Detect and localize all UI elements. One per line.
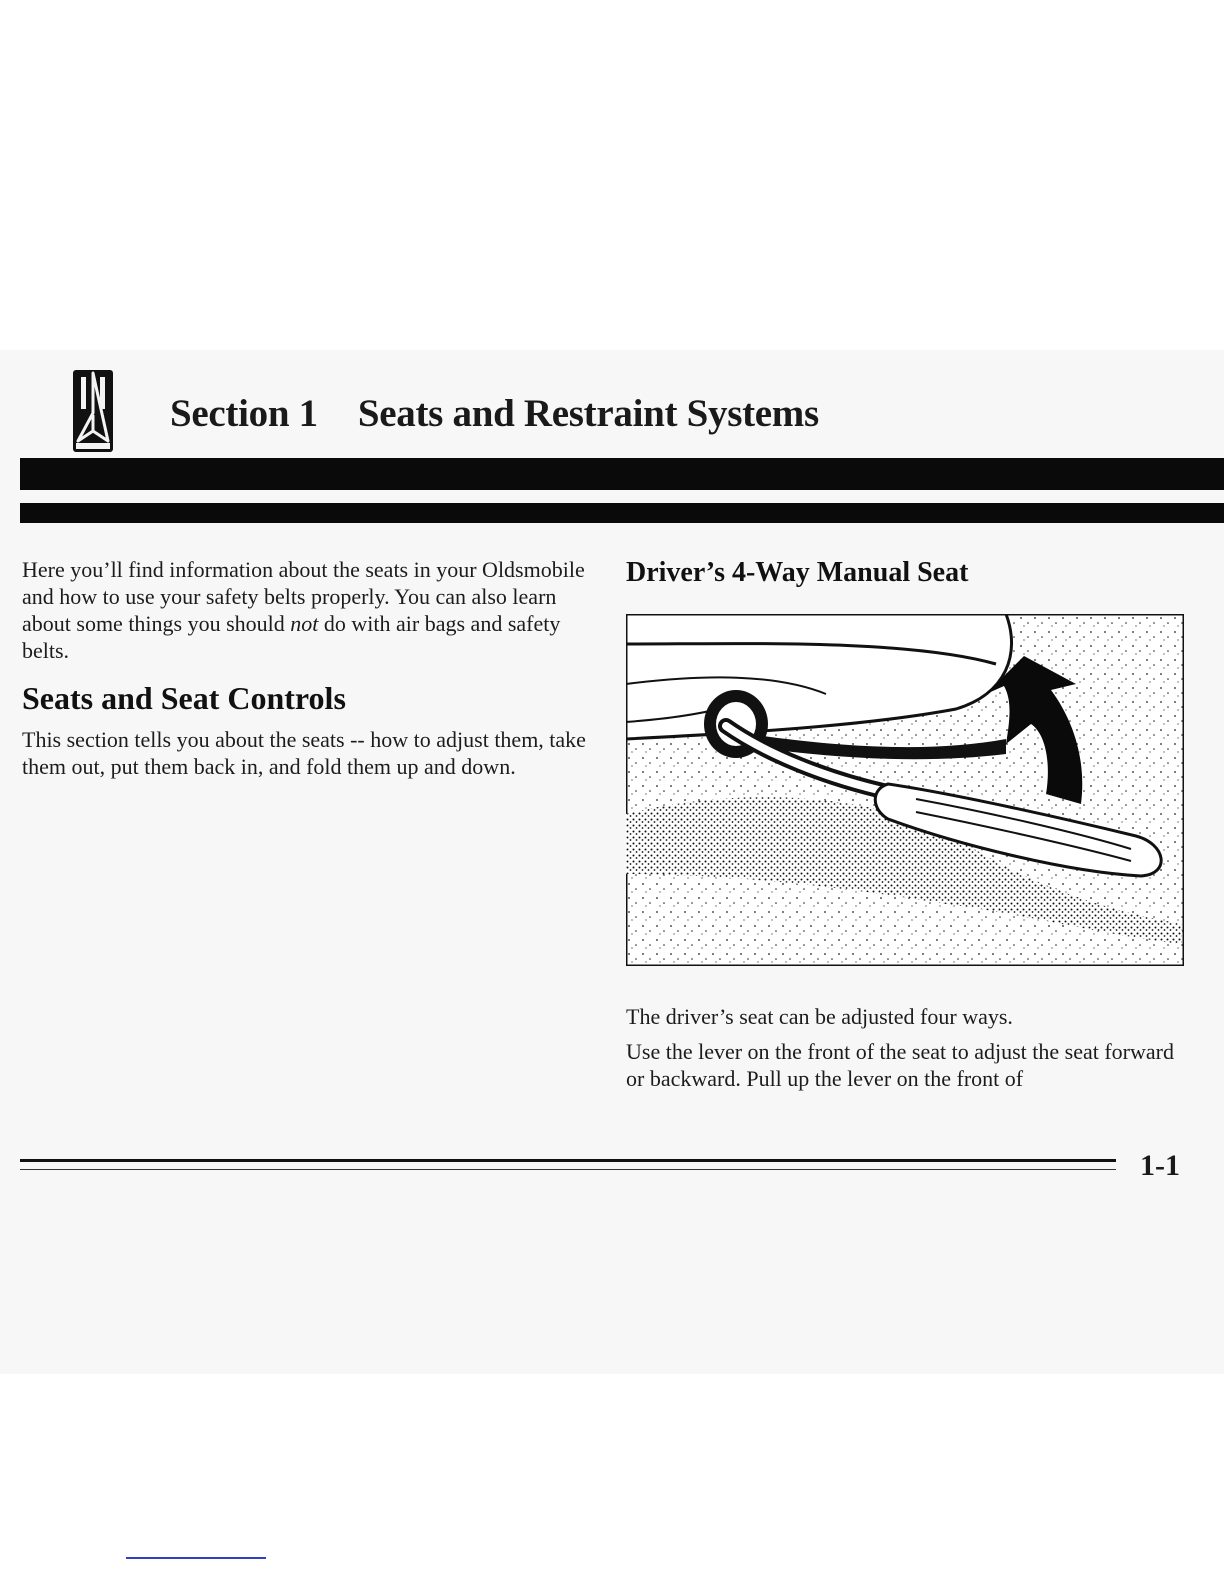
bottom-link-rule	[126, 1557, 266, 1559]
intro-emphasis: not	[290, 611, 319, 636]
intro-paragraph	[22, 556, 592, 664]
intro-text-2: do with air bags and safety belts.	[22, 611, 561, 663]
footer-rule-thin	[20, 1169, 1116, 1170]
page-number: 1-1	[1140, 1149, 1180, 1182]
drivers-seat-paragraph-1: The driver’s seat can be adjusted four ways.	[626, 1004, 1013, 1029]
section-number: Section 1	[170, 392, 318, 435]
drivers-seat-heading: Driver’s 4-Way Manual Seat	[626, 557, 969, 588]
page-title	[170, 390, 819, 438]
intro-text-1: Here you’ll find information about the seats in your Oldsmobile and how to use your safety belts properly. You can also learn about some things you should	[22, 557, 585, 636]
drivers-seat-paragraph-2: Use the lever on the front of the seat to adjust the seat forward or backward. Pull up the lever on the front of	[626, 1039, 1174, 1091]
left-column	[22, 556, 592, 780]
header-rule-thin	[20, 503, 1224, 523]
seats-controls-paragraph: This section tells you about the seats -- how to adjust them, take them out, put them back in, and fold them up and down.	[22, 727, 586, 779]
seat-adjust-lever-illustration	[626, 614, 1184, 966]
oldsmobile-rocket-logo-icon	[72, 369, 114, 453]
section-title-text: Seats and Restraint Systems	[357, 392, 819, 435]
footer-rule-thick	[20, 1159, 1116, 1162]
right-column-heading-block	[626, 556, 1186, 590]
seats-controls-heading: Seats and Seat Controls	[22, 680, 346, 716]
right-column-text	[626, 1003, 1186, 1100]
header-rule-thick	[20, 458, 1224, 490]
